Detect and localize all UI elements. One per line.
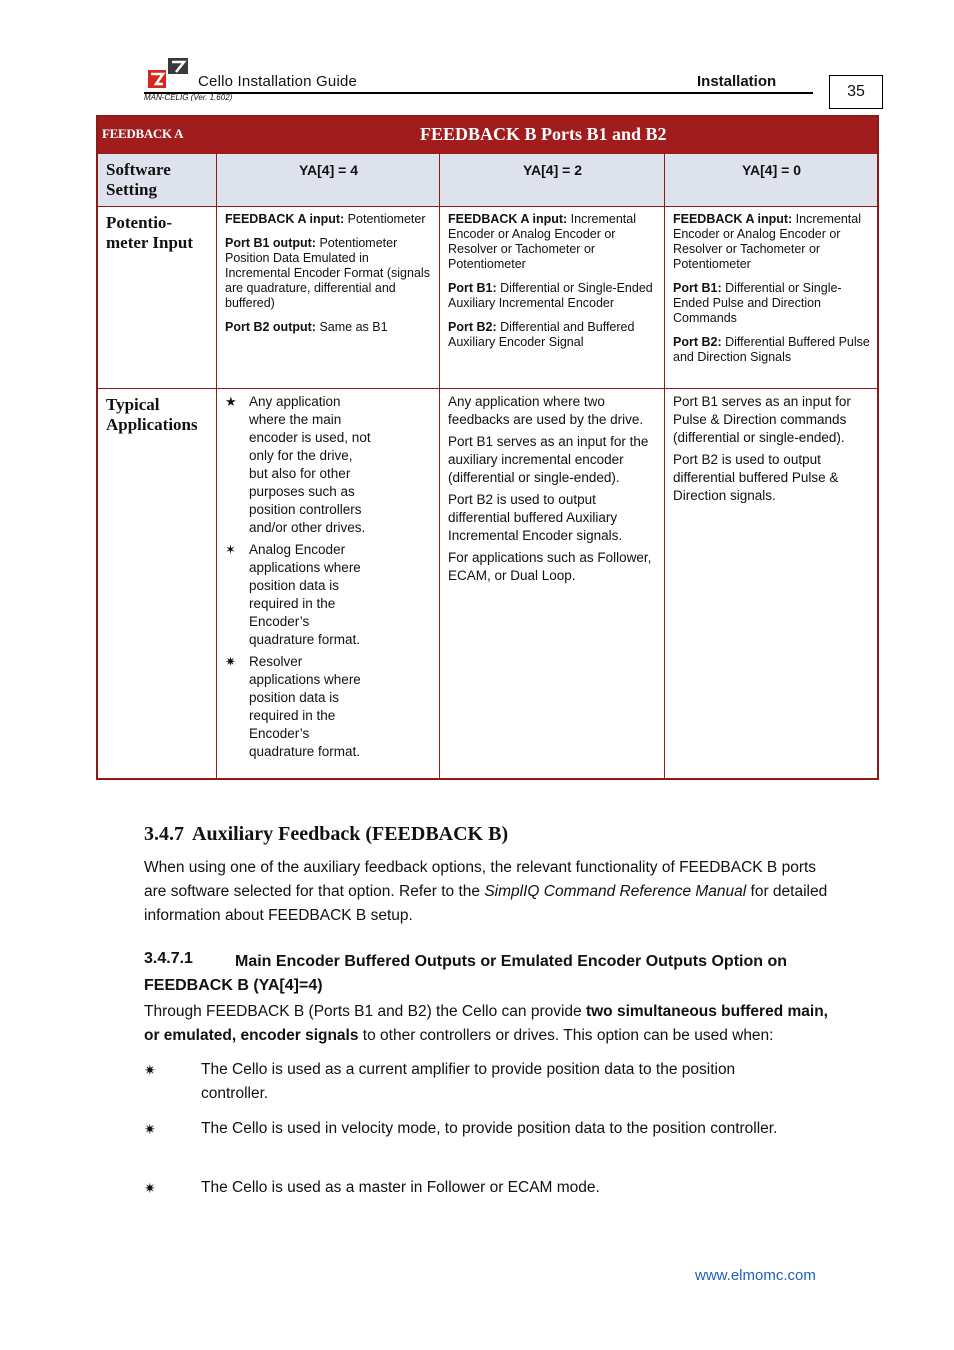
subsection-number: 3.4.7.1 <box>144 950 193 967</box>
feedback-a-header: FEEDBACK A <box>102 126 184 141</box>
row-divider <box>98 206 877 207</box>
list-item-text: The Cello is used as a current amplifier to provide position data to the position controller. <box>201 1061 736 1102</box>
section-heading-3-4-7 <box>144 823 508 846</box>
column-header-ya4: YA[4] = 4 <box>298 162 358 178</box>
asterisk-bullet-icon: ✷ <box>144 1180 156 1196</box>
section-title: Auxiliary Feedback (FEEDBACK B) <box>192 823 509 845</box>
input-cell-ya0 <box>673 212 873 374</box>
asterisk-bullet-icon: ✷ <box>225 654 236 669</box>
column-header-ya2: YA[4] = 2 <box>522 162 582 178</box>
paragraph-auxiliary-feedback <box>144 856 834 928</box>
col-divider <box>439 154 440 780</box>
potentiometer-input-label: Potentio-meter Input <box>106 213 194 252</box>
asterisk-bullet-icon: ✷ <box>144 1062 156 1078</box>
cell-label: FEEDBACK A input: <box>448 212 568 226</box>
list-item <box>144 1176 784 1200</box>
cell-label: Port B1: <box>673 281 722 295</box>
list-item-text: Resolver applications where position data is required in the Encoder’s quadrature format. <box>249 654 361 759</box>
list-item-text: Any application where the main encoder is used, not only for the drive, but also for other purposes such as position controllers and/or other drives. <box>249 394 371 535</box>
cell-text: Differential or Single-Ended Auxiliary Incremental Encoder <box>448 281 653 310</box>
cell-paragraph: Port B1 serves as an input for Pulse & Direction commands (differential or single-ended). <box>673 394 851 445</box>
page-number: 35 <box>829 75 883 109</box>
cell-text: Potentiometer <box>344 212 426 226</box>
doc-version: MAN-CELIG (Ver. 1.602) <box>144 93 233 102</box>
paragraph-buffered-outputs <box>144 1000 844 1048</box>
typical-applications-label: Typical Applications <box>106 395 198 434</box>
cell-paragraph: For applications such as Follower, ECAM, or Dual Loop. <box>448 550 652 583</box>
column-header-ya0: YA[4] = 0 <box>741 162 801 178</box>
cell-label: FEEDBACK A input: <box>673 212 793 226</box>
cell-text: Same as B1 <box>315 320 388 334</box>
software-setting-label: Software Setting <box>106 160 171 199</box>
para-text: Through FEEDBACK B (Ports B1 and B2) the Cello can provide <box>144 1003 586 1020</box>
cell-text: Differential and Buffered Auxiliary Encoder Signal <box>448 320 635 349</box>
doc-title: Cello Installation Guide <box>198 73 358 90</box>
cell-paragraph: Port B1 serves as an input for the auxiliary incremental encoder (differential or single-ended). <box>448 434 649 485</box>
list-item-text: Analog Encoder applications where position data is required in the Encoder’s quadrature format. <box>249 542 361 647</box>
para-text: for detailed information about FEEDBACK B setup. <box>144 883 828 924</box>
elmo-logo-icon <box>148 58 190 88</box>
cell-text: Differential or Single-Ended Pulse and Direction Commands <box>673 281 842 325</box>
list-item <box>144 1058 784 1106</box>
cell-paragraph: Any application where two feedbacks are used by the drive. <box>448 394 644 427</box>
cell-text: Potentiometer Position Data Emulated in Incremental Encoder Format (signals are quadrature, differential and buffered) <box>225 236 430 310</box>
col-divider <box>664 154 665 780</box>
cell-text: Incremental Encoder or Analog Encoder or Resolver or Tachometer or Potentiometer <box>448 212 636 271</box>
cell-label: Port B2 output: <box>225 320 316 334</box>
asterisk-bullet-icon: ✷ <box>144 1121 156 1137</box>
cell-label: Port B1 output: <box>225 236 316 250</box>
para-bold-text: two simultaneous buffered main, or emulated, encoder signals <box>144 1003 828 1044</box>
feedback-table <box>96 115 879 780</box>
asterisk-bullet-icon: ✶ <box>225 542 236 557</box>
cell-paragraph: Port B2 is used to output differential buffered Auxiliary Incremental Encoder signals. <box>448 492 623 543</box>
cell-label: Port B1: <box>448 281 497 295</box>
cell-paragraph: Port B2 is used to output differential buffered Pulse & Direction signals. <box>673 452 839 503</box>
list-item <box>225 541 375 649</box>
star-bullet-icon: ★ <box>225 394 237 409</box>
col-divider <box>216 154 217 780</box>
cell-label: Port B2: <box>448 320 497 334</box>
apps-cell-ya2 <box>448 393 658 589</box>
list-item <box>225 653 375 761</box>
list-item-text: The Cello is used as a master in Follower or ECAM mode. <box>201 1179 600 1196</box>
para-text: When using one of the auxiliary feedback options, the relevant functionality of FEEDBACK B ports are software selected for that option. Refer to the <box>144 859 817 900</box>
input-cell-ya2 <box>448 212 656 359</box>
cell-label: FEEDBACK A input: <box>225 212 345 226</box>
feedback-b-header: FEEDBACK B Ports B1 and B2 <box>420 124 667 144</box>
website-link[interactable]: www.elmomc.com <box>695 1267 816 1284</box>
list-item <box>144 1117 784 1141</box>
input-cell-ya4 <box>225 212 431 344</box>
section-label: Installation <box>697 73 777 90</box>
cell-text: Incremental Encoder or Analog Encoder or Resolver or Tachometer or Potentiometer <box>673 212 861 271</box>
header-divider <box>144 92 813 94</box>
apps-cell-ya4 <box>225 393 375 765</box>
manual-reference: SimplIQ Command Reference Manual <box>484 883 747 900</box>
section-number: 3.4.7 <box>144 823 184 845</box>
cell-text: Differential Buffered Pulse and Direction Signals <box>673 335 870 364</box>
row-divider <box>98 388 877 389</box>
cell-label: Port B2: <box>673 335 722 349</box>
para-text: to other controllers or drives. This option can be used when: <box>358 1027 774 1044</box>
subsection-title: Main Encoder Buffered Outputs or Emulated Encoder Outputs Option on FEEDBACK B (YA[4]=4) <box>144 953 788 994</box>
apps-cell-ya0 <box>673 393 869 509</box>
list-item-text: The Cello is used in velocity mode, to provide position data to the position controller. <box>201 1120 778 1137</box>
list-item <box>225 393 375 537</box>
